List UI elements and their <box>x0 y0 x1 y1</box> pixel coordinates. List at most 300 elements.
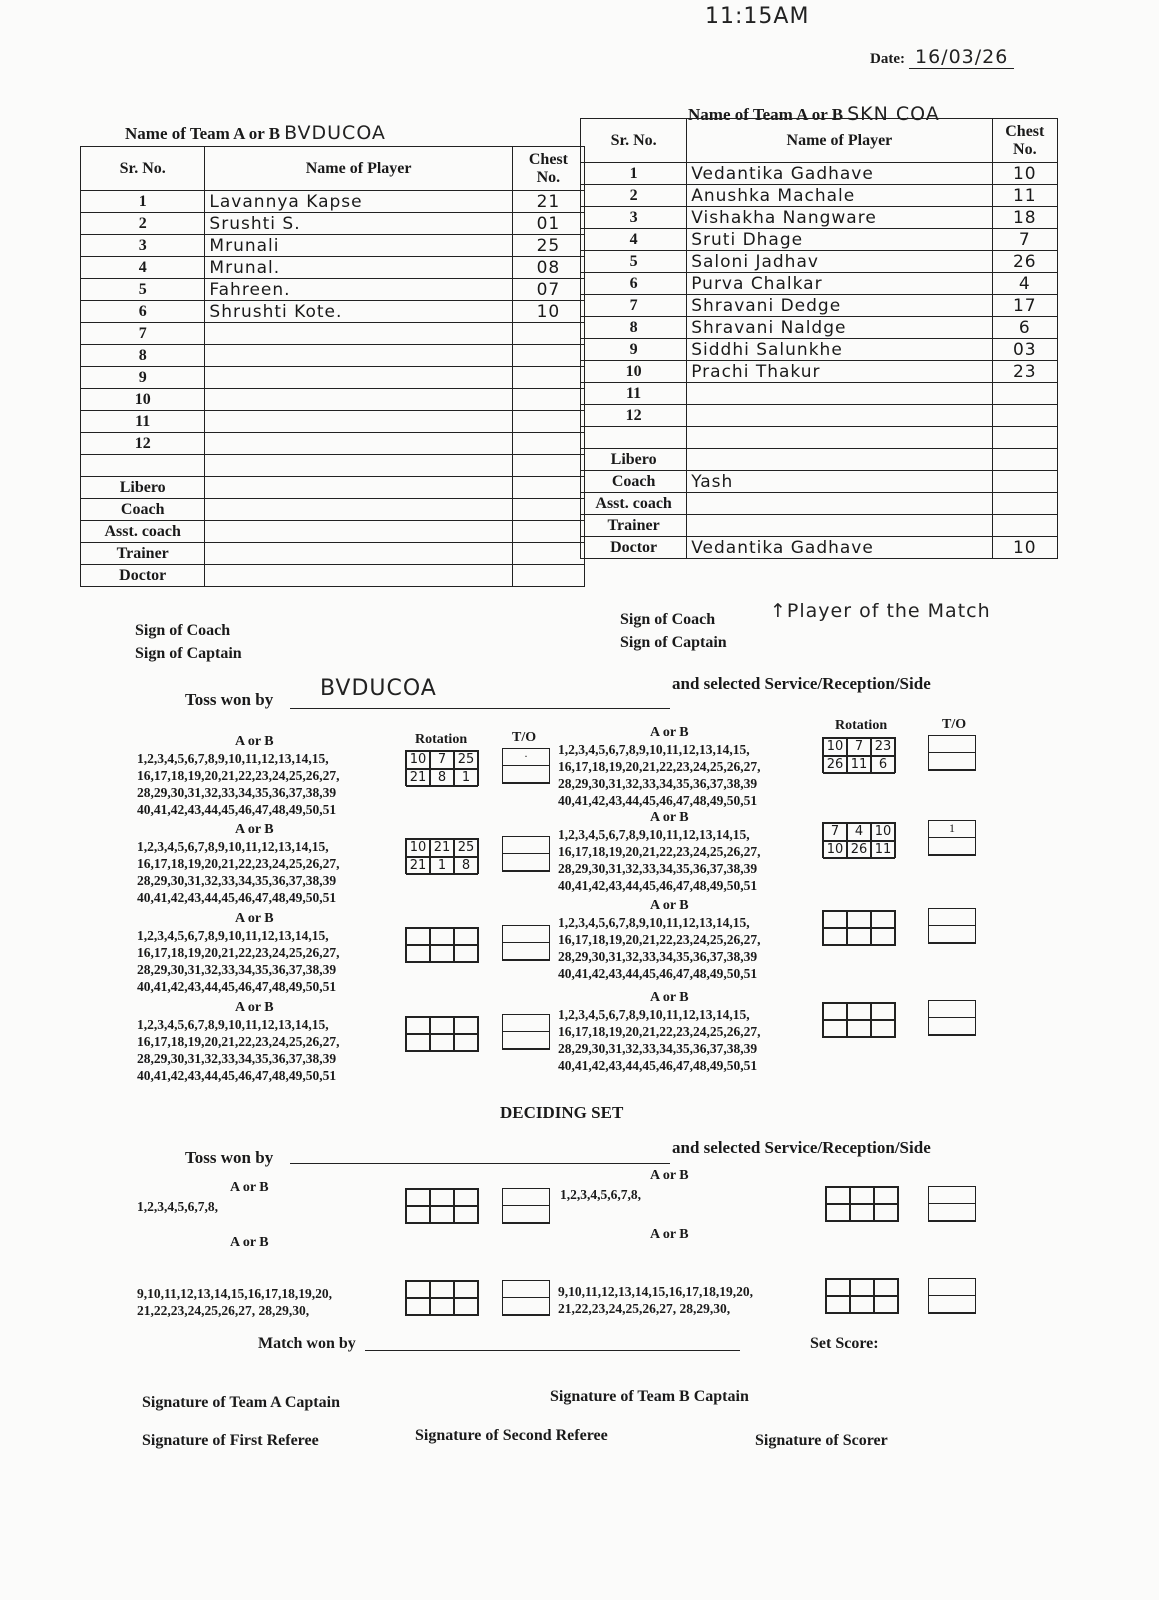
player-name <box>205 411 512 433</box>
player-row <box>581 339 1058 361</box>
deciding-right-aorb-2: A or B <box>650 1227 689 1242</box>
player-chest <box>512 367 584 389</box>
staff-row <box>581 537 1058 559</box>
player-sr: 3 <box>81 235 205 257</box>
timeout-cell <box>503 1032 549 1049</box>
staff-role: Libero <box>581 449 687 471</box>
timeout-box <box>928 1186 976 1222</box>
player-sr: 9 <box>81 367 205 389</box>
rotation-cell <box>430 1298 454 1315</box>
deciding-toss-label: Toss won by <box>185 1148 274 1167</box>
player-name: Mrunali <box>205 235 512 257</box>
timeout-cell <box>503 1298 549 1315</box>
staff-role: Asst. coach <box>581 493 687 515</box>
player-chest: 01 <box>512 213 584 235</box>
rotation-cell <box>454 1189 478 1206</box>
player-sr: 5 <box>81 279 205 301</box>
rotation-cell: 10 <box>871 823 895 841</box>
player-name: Shravani Dedge <box>687 295 992 317</box>
set-right-aorb: A or B <box>650 990 689 1005</box>
sig-scorer: Signature of Scorer <box>755 1432 888 1449</box>
player-chest: 03 <box>992 339 1057 361</box>
player-name: Anushka Machale <box>687 185 992 207</box>
rotation-grid <box>822 910 896 946</box>
set-right-sequence: 1,2,3,4,5,6,7,8,9,10,11,12,13,14,15, 16,17,18,19,20,21,22,23,24,25,26,27, 28,29,30,31,32,33,34,35,36,37,38,39 40,41,42,43,44,45,46,47,48,49,50,51 <box>558 1007 761 1073</box>
timeout-cell: 1 <box>929 821 975 838</box>
rotation-cell <box>430 945 454 962</box>
rotation-grid <box>822 822 896 858</box>
rotation-cell <box>874 1204 898 1221</box>
timeout-cell <box>503 1015 549 1032</box>
player-sr: 6 <box>581 273 687 295</box>
player-row <box>581 295 1058 317</box>
player-row <box>581 207 1058 229</box>
player-row <box>81 213 585 235</box>
rotation-cell <box>430 1189 454 1206</box>
rotation-cell: 7 <box>430 751 454 769</box>
timeout-box <box>928 1278 976 1314</box>
player-row <box>581 273 1058 295</box>
staff-row <box>581 471 1058 493</box>
timeout-cell <box>929 1296 975 1313</box>
timeout-cell <box>929 1001 975 1018</box>
date-field <box>870 46 1014 68</box>
staff-row <box>81 499 585 521</box>
staff-name: Yash <box>687 471 992 493</box>
player-chest: 08 <box>512 257 584 279</box>
rotation-header: Rotation <box>835 718 888 733</box>
player-row <box>581 185 1058 207</box>
rotation-cell: 10 <box>406 839 430 857</box>
deciding-right-aorb-1: A or B <box>650 1168 689 1183</box>
player-row <box>81 345 585 367</box>
player-name <box>205 367 512 389</box>
blank-row <box>81 455 585 477</box>
team-b-col-sr: Sr. No. <box>581 119 687 163</box>
rotation-cell <box>406 1034 430 1051</box>
staff-name <box>205 521 512 543</box>
player-chest <box>512 433 584 455</box>
rotation-cell <box>826 1296 850 1313</box>
up-arrow-icon: ↑ <box>770 600 787 622</box>
staff-extra <box>992 449 1057 471</box>
team-b-col-chest: Chest No. <box>992 119 1057 163</box>
player-sr: 6 <box>81 301 205 323</box>
rotation-grid <box>405 1280 479 1316</box>
staff-role: Trainer <box>81 543 205 565</box>
rotation-cell: 11 <box>847 756 871 774</box>
timeout-cell <box>503 1281 549 1298</box>
set-right-sequence: 1,2,3,4,5,6,7,8,9,10,11,12,13,14,15, 16,17,18,19,20,21,22,23,24,25,26,27, 28,29,30,31,32,33,34,35,36,37,38,39 40,41,42,43,44,45,46,47,48,49,50,51 <box>558 827 761 893</box>
set-right-aorb: A or B <box>650 898 689 913</box>
rotation-cell <box>847 1003 871 1020</box>
player-sr: 8 <box>581 317 687 339</box>
staff-row <box>581 449 1058 471</box>
set-right-aorb: A or B <box>650 810 689 825</box>
staff-extra <box>992 493 1057 515</box>
set-left-aorb: A or B <box>235 822 274 837</box>
timeout-cell <box>503 1189 549 1206</box>
timeout-cell <box>929 753 975 770</box>
player-sr: 12 <box>81 433 205 455</box>
player-row <box>581 251 1058 273</box>
player-row <box>581 317 1058 339</box>
match-won-by-line <box>365 1350 740 1351</box>
player-sr: 4 <box>81 257 205 279</box>
rotation-cell <box>430 1017 454 1034</box>
team-a-col-name: Name of Player <box>205 147 512 191</box>
player-name: Shrushti Kote. <box>205 301 512 323</box>
player-sr: 3 <box>581 207 687 229</box>
rotation-cell <box>406 928 430 945</box>
player-row <box>81 191 585 213</box>
player-row <box>81 389 585 411</box>
rotation-cell <box>454 945 478 962</box>
deciding-left-seq-2: 9,10,11,12,13,14,15,16,17,18,19,20, 21,22,23,24,25,26,27, 28,29,30, <box>137 1286 333 1318</box>
rotation-cell <box>406 1298 430 1315</box>
timeout-cell: · <box>503 749 549 766</box>
toss-line <box>290 708 670 709</box>
player-chest <box>512 345 584 367</box>
player-chest: 4 <box>992 273 1057 295</box>
set-right-sequence: 1,2,3,4,5,6,7,8,9,10,11,12,13,14,15, 16,17,18,19,20,21,22,23,24,25,26,27, 28,29,30,31,32,33,34,35,36,37,38,39 40,41,42,43,44,45,46,47,48,49,50,51 <box>558 915 761 981</box>
date-value: 16/03/26 <box>909 46 1014 69</box>
player-name: Sruti Dhage <box>687 229 992 251</box>
rotation-cell <box>454 1298 478 1315</box>
player-chest: 07 <box>512 279 584 301</box>
rotation-cell <box>823 1020 847 1037</box>
staff-name: Vedantika Gadhave <box>687 537 992 559</box>
player-row <box>81 279 585 301</box>
staff-role: Asst. coach <box>81 521 205 543</box>
timeout-cell <box>929 838 975 855</box>
team-b-name: SKN COA <box>847 103 940 125</box>
staff-extra <box>512 499 584 521</box>
set-right-sequence: 1,2,3,4,5,6,7,8,9,10,11,12,13,14,15, 16,17,18,19,20,21,22,23,24,25,26,27, 28,29,30,31,32,33,34,35,36,37,38,39 40,41,42,43,44,45,46,47,48,49,50,51 <box>558 742 761 808</box>
player-name: Lavannya Kapse <box>205 191 512 213</box>
rotation-cell: 26 <box>847 841 871 859</box>
timeout-box <box>502 1014 550 1050</box>
rotation-header: Rotation <box>415 732 468 747</box>
staff-role: Coach <box>581 471 687 493</box>
player-sr: 2 <box>581 185 687 207</box>
staff-name <box>205 499 512 521</box>
timeout-cell <box>929 1204 975 1221</box>
timeout-cell <box>503 766 549 783</box>
rotation-cell <box>850 1279 874 1296</box>
timeout-box <box>502 1188 550 1224</box>
player-sr: 12 <box>581 405 687 427</box>
sig-second-referee: Signature of Second Referee <box>415 1427 608 1444</box>
set-left-sequence: 1,2,3,4,5,6,7,8,9,10,11,12,13,14,15, 16,17,18,19,20,21,22,23,24,25,26,27, 28,29,30,31,32,33,34,35,36,37,38,39 40,41,42,43,44,45,46,47,48,49,50,51 <box>137 928 340 994</box>
staff-extra <box>992 471 1057 493</box>
rotation-cell <box>454 1017 478 1034</box>
rotation-grid <box>405 927 479 963</box>
player-sr: 8 <box>81 345 205 367</box>
staff-name <box>687 493 992 515</box>
rotation-cell: 7 <box>823 823 847 841</box>
timeout-cell <box>929 909 975 926</box>
player-row <box>81 323 585 345</box>
player-chest <box>512 389 584 411</box>
rotation-grid <box>822 1002 896 1038</box>
player-name: Vishakha Nangware <box>687 207 992 229</box>
player-row <box>81 433 585 455</box>
rotation-cell <box>430 1206 454 1223</box>
player-chest: 10 <box>512 301 584 323</box>
rotation-cell: 8 <box>454 857 478 875</box>
rotation-cell <box>826 1204 850 1221</box>
deciding-right-seq-2: 9,10,11,12,13,14,15,16,17,18,19,20, 21,22,23,24,25,26,27, 28,29,30, <box>558 1284 754 1316</box>
rotation-cell <box>847 928 871 945</box>
player-of-match-note: ↑Player of the Match <box>770 600 991 622</box>
rotation-cell <box>871 911 895 928</box>
player-sr: 7 <box>81 323 205 345</box>
rotation-cell: 21 <box>406 857 430 875</box>
player-row <box>81 301 585 323</box>
player-chest: 26 <box>992 251 1057 273</box>
player-sr: 10 <box>581 361 687 383</box>
rotation-cell: 10 <box>406 751 430 769</box>
player-sr: 1 <box>81 191 205 213</box>
player-name <box>687 405 992 427</box>
player-name: Shravani Naldge <box>687 317 992 339</box>
rotation-cell: 7 <box>847 738 871 756</box>
player-name: Prachi Thakur <box>687 361 992 383</box>
toss-value: BVDUCOA <box>320 676 437 701</box>
player-chest: 18 <box>992 207 1057 229</box>
set-left-sequence: 1,2,3,4,5,6,7,8,9,10,11,12,13,14,15, 16,17,18,19,20,21,22,23,24,25,26,27, 28,29,30,31,32,33,34,35,36,37,38,39 40,41,42,43,44,45,46,47,48,49,50,51 <box>137 839 340 905</box>
sig-team-b-captain: Signature of Team B Captain <box>550 1388 749 1405</box>
deciding-toss-suffix: and selected Service/Reception/Side <box>672 1138 931 1157</box>
to-header: T/O <box>512 730 537 745</box>
team-a-label: Name of Team A or B <box>125 124 281 143</box>
player-name: Srushti S. <box>205 213 512 235</box>
player-name: Purva Chalkar <box>687 273 992 295</box>
set-score-label: Set Score: <box>810 1335 879 1352</box>
timeout-cell <box>929 1279 975 1296</box>
deciding-left-aorb-1: A or B <box>230 1180 269 1195</box>
timeout-box <box>502 1280 550 1316</box>
rotation-cell <box>454 1034 478 1051</box>
to-header: T/O <box>942 717 967 732</box>
player-chest: 6 <box>992 317 1057 339</box>
player-row <box>581 405 1058 427</box>
rotation-cell: 8 <box>430 769 454 787</box>
team-b-label: Name of Team A or B <box>688 105 844 124</box>
player-chest: 7 <box>992 229 1057 251</box>
rotation-cell <box>847 911 871 928</box>
staff-role: Doctor <box>81 565 205 587</box>
player-sr: 1 <box>581 163 687 185</box>
player-chest: 10 <box>992 163 1057 185</box>
deciding-left-seq-1: 1,2,3,4,5,6,7,8, <box>137 1199 218 1214</box>
rotation-cell <box>874 1187 898 1204</box>
player-sr: 4 <box>581 229 687 251</box>
staff-extra <box>512 565 584 587</box>
rotation-cell <box>826 1187 850 1204</box>
rotation-cell <box>871 1003 895 1020</box>
rotation-cell <box>874 1279 898 1296</box>
player-row <box>581 383 1058 405</box>
rotation-cell <box>871 928 895 945</box>
rotation-cell: 21 <box>430 839 454 857</box>
rotation-cell: 1 <box>430 857 454 875</box>
staff-name <box>205 565 512 587</box>
rotation-cell <box>871 1020 895 1037</box>
staff-role: Coach <box>81 499 205 521</box>
staff-extra <box>992 515 1057 537</box>
rotation-cell <box>430 1281 454 1298</box>
rotation-cell: 25 <box>454 751 478 769</box>
set-left-sequence: 1,2,3,4,5,6,7,8,9,10,11,12,13,14,15, 16,17,18,19,20,21,22,23,24,25,26,27, 28,29,30,31,32,33,34,35,36,37,38,39 40,41,42,43,44,45,46,47,48,49,50,51 <box>137 1017 340 1083</box>
rotation-cell: 4 <box>847 823 871 841</box>
team-a-sign-coach: Sign of Coach <box>135 622 231 639</box>
match-won-by-label: Match won by <box>258 1335 356 1352</box>
team-b-sign-captain: Sign of Captain <box>620 634 727 651</box>
staff-role: Doctor <box>581 537 687 559</box>
player-name <box>205 323 512 345</box>
staff-row <box>81 477 585 499</box>
player-sr: 11 <box>581 383 687 405</box>
team-b-roster <box>580 118 1058 559</box>
player-row <box>81 235 585 257</box>
rotation-cell <box>406 1206 430 1223</box>
player-chest: 23 <box>992 361 1057 383</box>
player-row <box>81 367 585 389</box>
rotation-cell: 11 <box>871 841 895 859</box>
player-name: Siddhi Salunkhe <box>687 339 992 361</box>
player-name: Mrunal. <box>205 257 512 279</box>
rotation-cell <box>874 1296 898 1313</box>
team-a-title <box>125 122 386 144</box>
timeout-box <box>928 735 976 771</box>
deciding-right-seq-1: 1,2,3,4,5,6,7,8, <box>560 1187 641 1202</box>
rotation-cell <box>430 928 454 945</box>
staff-row <box>581 493 1058 515</box>
player-row <box>581 163 1058 185</box>
rotation-cell <box>406 1017 430 1034</box>
team-a-name: BVDUCOA <box>284 122 386 144</box>
rotation-cell <box>823 911 847 928</box>
player-sr: 2 <box>81 213 205 235</box>
team-a-col-sr: Sr. No. <box>81 147 205 191</box>
team-a-col-chest: Chest No. <box>512 147 584 191</box>
timeout-box <box>502 748 550 784</box>
player-name <box>687 383 992 405</box>
player-sr: 10 <box>81 389 205 411</box>
timeout-cell <box>503 854 549 871</box>
rotation-grid <box>822 737 896 773</box>
blank-row <box>581 427 1058 449</box>
staff-role: Libero <box>81 477 205 499</box>
player-name <box>205 389 512 411</box>
staff-row <box>81 521 585 543</box>
timeout-box <box>928 908 976 944</box>
rotation-cell: 23 <box>871 738 895 756</box>
toss-suffix: and selected Service/Reception/Side <box>672 674 931 693</box>
timeout-cell <box>929 1187 975 1204</box>
rotation-cell <box>823 1003 847 1020</box>
player-chest <box>992 383 1057 405</box>
timeout-cell <box>503 943 549 960</box>
player-chest: 17 <box>992 295 1057 317</box>
staff-extra <box>512 521 584 543</box>
rotation-grid <box>825 1186 899 1222</box>
timeout-cell <box>929 926 975 943</box>
rotation-grid <box>405 1016 479 1052</box>
player-chest: 21 <box>512 191 584 213</box>
player-sr: 9 <box>581 339 687 361</box>
staff-extra <box>512 477 584 499</box>
staff-row <box>81 565 585 587</box>
rotation-cell <box>454 1206 478 1223</box>
team-b-sign-coach: Sign of Coach <box>620 611 716 628</box>
date-label: Date: <box>870 51 905 67</box>
rotation-cell <box>406 1281 430 1298</box>
player-name: Saloni Jadhav <box>687 251 992 273</box>
player-chest <box>512 411 584 433</box>
rotation-cell <box>826 1279 850 1296</box>
player-name <box>205 345 512 367</box>
player-name: Vedantika Gadhave <box>687 163 992 185</box>
player-chest <box>512 323 584 345</box>
staff-row <box>581 515 1058 537</box>
staff-name <box>205 477 512 499</box>
rotation-cell <box>454 1281 478 1298</box>
deciding-set-title: DECIDING SET <box>500 1103 624 1122</box>
rotation-cell <box>406 945 430 962</box>
timeout-cell <box>503 837 549 854</box>
rotation-grid <box>405 838 479 874</box>
rotation-cell: 10 <box>823 738 847 756</box>
staff-name <box>205 543 512 565</box>
rotation-cell <box>823 928 847 945</box>
rotation-cell: 1 <box>454 769 478 787</box>
set-left-aorb: A or B <box>235 911 274 926</box>
rotation-cell: 10 <box>823 841 847 859</box>
player-sr: 11 <box>81 411 205 433</box>
rotation-grid <box>405 750 479 786</box>
timeout-cell <box>503 926 549 943</box>
set-left-sequence: 1,2,3,4,5,6,7,8,9,10,11,12,13,14,15, 16,17,18,19,20,21,22,23,24,25,26,27, 28,29,30,31,32,33,34,35,36,37,38,39 40,41,42,43,44,45,46,47,48,49,50,51 <box>137 751 340 817</box>
timeout-box <box>928 1000 976 1036</box>
deciding-toss-line <box>290 1163 670 1164</box>
sig-first-referee: Signature of First Referee <box>142 1432 319 1449</box>
timeout-cell <box>503 1206 549 1223</box>
staff-extra <box>512 543 584 565</box>
set-left-aorb: A or B <box>235 1000 274 1015</box>
staff-name <box>687 449 992 471</box>
rotation-cell <box>454 928 478 945</box>
toss-label: Toss won by <box>185 690 274 709</box>
staff-name <box>687 515 992 537</box>
rotation-cell <box>406 1189 430 1206</box>
timeout-cell <box>929 1018 975 1035</box>
player-row <box>581 361 1058 383</box>
rotation-grid <box>825 1278 899 1314</box>
staff-role: Trainer <box>581 515 687 537</box>
time-note: 11:15AM <box>705 4 810 29</box>
rotation-cell: 26 <box>823 756 847 774</box>
rotation-cell <box>850 1187 874 1204</box>
timeout-cell <box>929 736 975 753</box>
team-a-roster <box>80 146 585 587</box>
timeout-box <box>502 836 550 872</box>
rotation-cell: 6 <box>871 756 895 774</box>
player-chest: 25 <box>512 235 584 257</box>
staff-extra: 10 <box>992 537 1057 559</box>
